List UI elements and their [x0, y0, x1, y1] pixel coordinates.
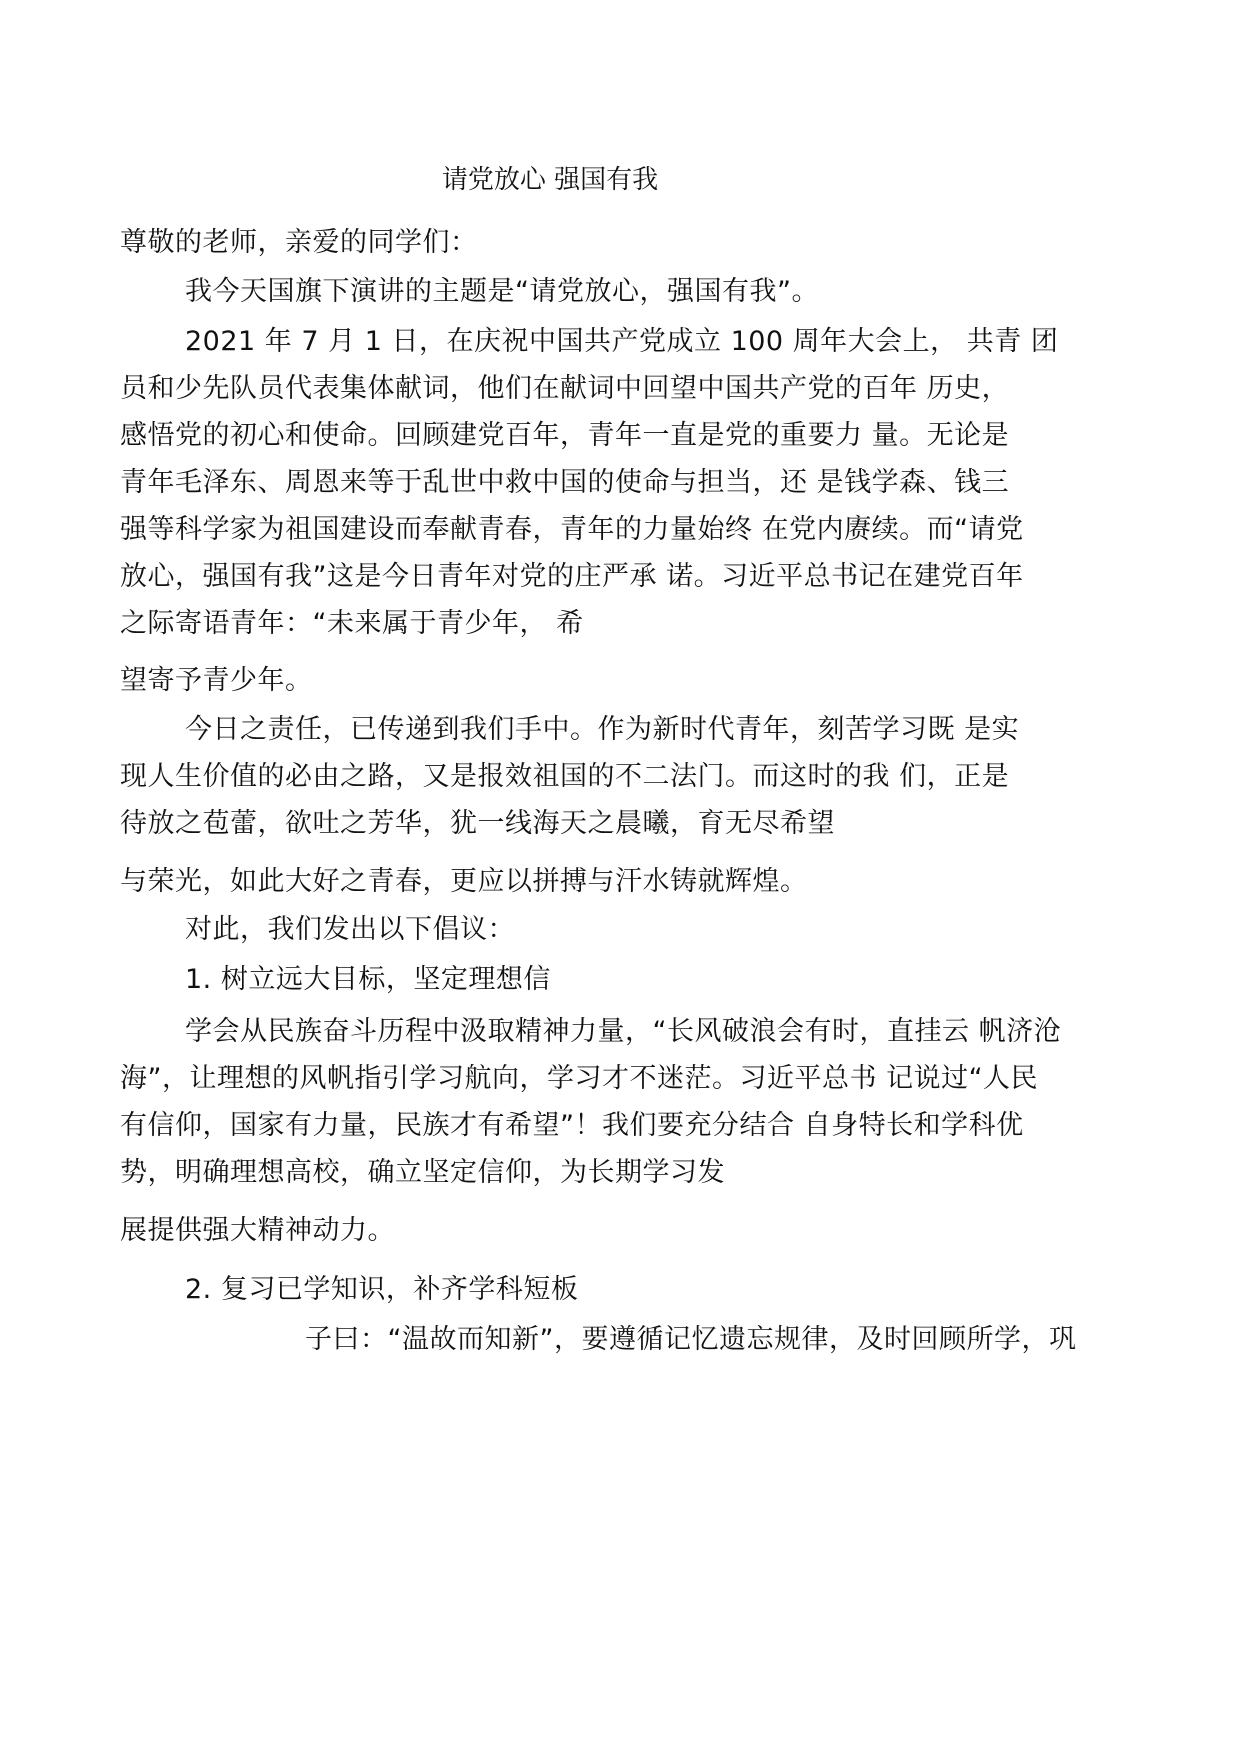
paragraph-line: 我今天国旗下演讲的主题是“请党放心，强国有我”。 — [185, 276, 819, 307]
paragraph-line: 海”，让理想的风帆指引学习航向，学习才不迷茫。习近平总书 记说过“人民 — [120, 1063, 1039, 1094]
paragraph-line: 2021 年 7 月 1 日，在庆祝中国共产党成立 100 周年大会上， 共青 团 — [185, 326, 1059, 357]
paragraph-line: 青年毛泽东、周恩来等于乱世中救中国的使命与担当，还 是钱学森、钱三 — [120, 467, 1010, 498]
paragraph-line: 之际寄语青年：“未来属于青少年， 希 — [120, 608, 584, 639]
paragraph-line: 有信仰，国家有力量，民族才有希望”！我们要充分结合 自身特长和学科优 — [120, 1110, 1024, 1141]
document-title: 请党放心 强国有我 — [441, 165, 659, 195]
paragraph-line: 子曰：“温故而知新”，要遵循记忆遗忘规律，及时回顾所学，巩 — [305, 1324, 1077, 1355]
section-heading-1: 1. 树立远大目标，坚定理想信 — [185, 964, 551, 995]
section-heading-2: 2. 复习已学知识，补齐学科短板 — [185, 1274, 579, 1305]
paragraph-line: 今日之责任，已传递到我们手中。作为新时代青年，刻苦学习既 是实 — [185, 714, 1020, 745]
paragraph-line: 待放之苞蕾，欲吐之芳华，犹一线海天之晨曦，育无尽希望 — [120, 808, 835, 839]
paragraph-line: 员和少先队员代表集体献词，他们在献词中回望中国共产党的百年 历史， — [120, 373, 1010, 404]
paragraph-line: 势，明确理想高校，确立坚定信仰，为长期学习发 — [120, 1157, 725, 1188]
paragraph-line: 望寄予青少年。 — [120, 665, 313, 696]
paragraph-line: 现人生价值的必由之路，又是报效祖国的不二法门。而这时的我 们，正是 — [120, 761, 1010, 792]
paragraph-line: 对此，我们发出以下倡议： — [185, 914, 515, 945]
paragraph-line: 与荣光，如此大好之青春，更应以拼搏与汗水铸就辉煌。 — [120, 866, 808, 897]
paragraph-line: 展提供强大精神动力。 — [120, 1215, 395, 1246]
salutation-line: 尊敬的老师，亲爱的同学们： — [120, 227, 478, 258]
paragraph-line: 感悟党的初心和使命。回顾建党百年，青年一直是党的重要力 量。无论是 — [120, 420, 1010, 451]
paragraph-line: 放心，强国有我”这是今日青年对党的庄严承 诺。习近平总书记在建党百年 — [120, 561, 1024, 592]
paragraph-line: 强等科学家为祖国建设而奉献青春，青年的力量始终 在党内赓续。而“请党 — [120, 514, 1024, 545]
paragraph-line: 学会从民族奋斗历程中汲取精神力量，“长风破浪会有时，直挂云 帆济沧 — [185, 1016, 1062, 1047]
